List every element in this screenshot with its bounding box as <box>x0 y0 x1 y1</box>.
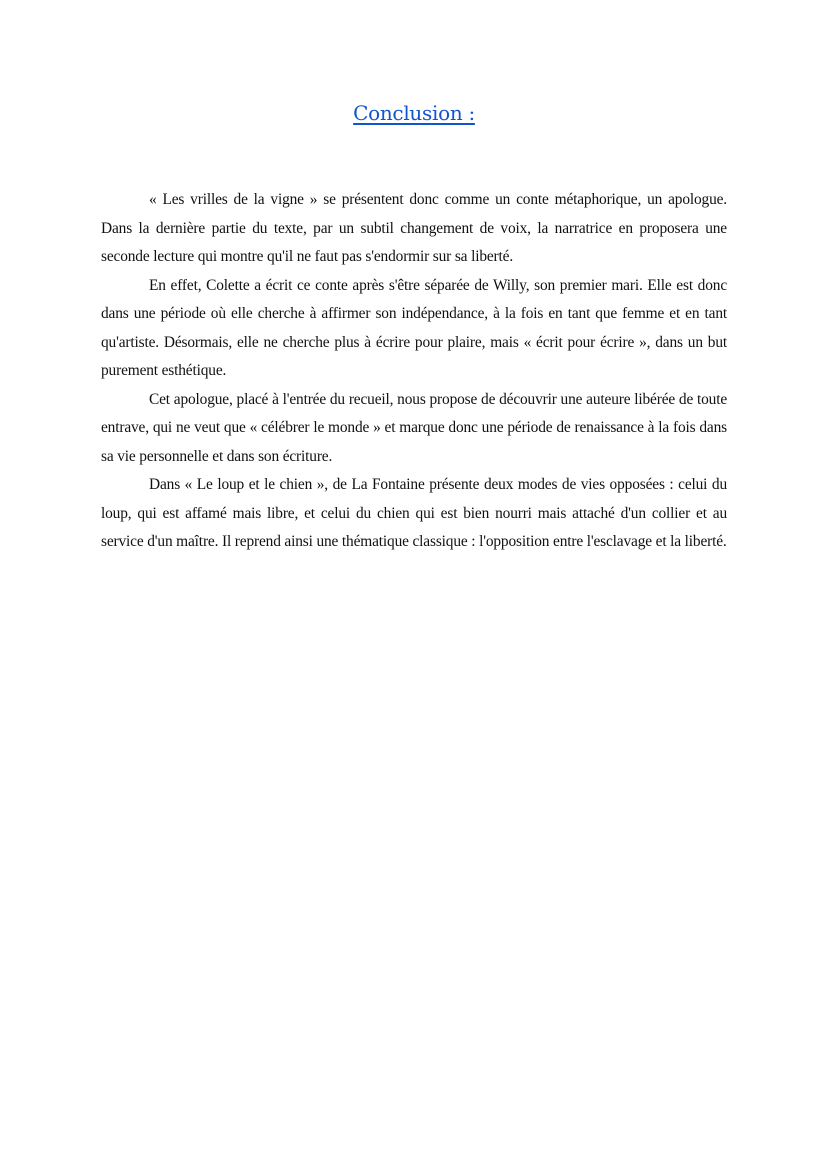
paragraph-1: « Les vrilles de la vigne » se présentent donc comme un conte métaphorique, un apologue. Dans la dernière partie du texte, par un subtil changement de voix, la narratrice en proposera une seconde lecture qui montre qu'il ne faut pas s'endormir sur sa liberté. <box>101 191 727 265</box>
page-title: Conclusion : <box>353 101 475 125</box>
paragraph-3: Cet apologue, placé à l'entrée du recueil, nous propose de découvrir une auteure libérée de toute entrave, qui ne veut que « célébrer le monde » et marque donc une période de renaissance à la fois dans sa vie personnelle et dans son écriture. <box>101 390 727 465</box>
paragraph-2: En effet, Colette a écrit ce conte après s'être séparée de Willy, son premier mari. Elle est donc dans une période où elle cherche à affirmer son indépendance, à la fois en tant que femme et en tant qu'artiste. Désormais, elle ne cherche plus à écrire pour plaire, mais « écrit pour écrire », dans un but purement esthétique. <box>101 276 727 379</box>
paragraph-4: Dans « Le loup et le chien », de La Fontaine présente deux modes de vies opposées : celui du loup, qui est affamé mais libre, et celui du chien qui est bien nourri mais attaché d'un collier et au service d'un maître. Il reprend ainsi une thématique classique : l'opposition entre l'esclavage et la liberté. <box>101 476 727 550</box>
conclusion-body <box>101 186 727 557</box>
